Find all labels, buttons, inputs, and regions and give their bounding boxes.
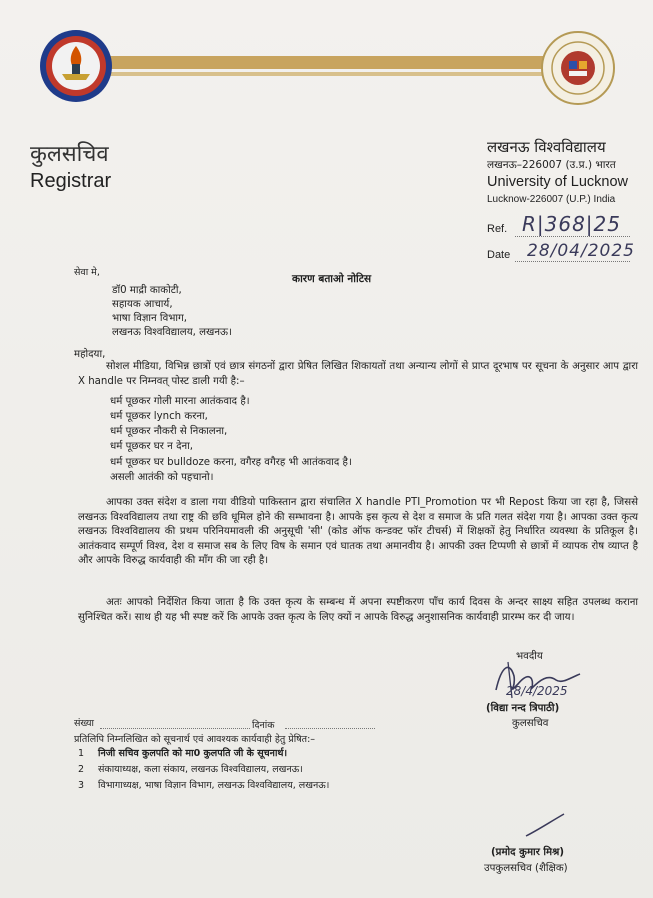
deputy-name: (प्रमोद कुमार मिश्र) — [491, 847, 565, 858]
date-value: 28/04/2025 — [527, 241, 635, 261]
ref-label: Ref. — [487, 223, 508, 235]
header-band — [95, 56, 558, 69]
recipient-line-1: डॉ0 माद्री काकोटी, — [112, 285, 182, 296]
copy-num-3: 3 — [78, 780, 85, 791]
signatory-title: कुलसचिव — [512, 718, 549, 729]
copy-text-1: निजी सचिव कुलपति को मा0 कुलपति जी के सूचनार्थ। — [98, 748, 288, 759]
paragraph-2: आपका उक्त संदेश व डाला गया वीडियो पाकिस्तान द्वारा संचालित X handle PTI_Promotion पर भी Repost किया जा रहा है, जिससे लखनऊ विश्वविद्यालय तथा राष्ट्र की छवि धूमिल होने की सम्भावना है। आपके इस कृत्य से देश व समाज के प्रति गलत संदेश गया है। आपका उक्त कृत्य लखनऊ विश्वविद्यालय की प्रथम परिनियमावली की अनुसूची 'सी' (कोड ऑफ कन्डक्ट फॉर टीचर्स) में शिक्षकों हेतु निर्धारित व्यवस्था के प्रतिकूल है। आतंकवाद सम्पूर्ण विश्व, देश व समाज सब के लिए विष के समान एवं घातक तथा अमानवीय है। आपकी उक्त टिप्पणी से छात्रों में व्यापक रोष व्याप्त है और आपके विरुद्ध कार्यवाही की माँग की जा रही है। — [78, 497, 638, 567]
footer-date-line — [285, 728, 375, 729]
university-logo-right-icon — [540, 30, 616, 106]
signatory-name: (विद्या नन्द त्रिपाठी) — [486, 703, 560, 714]
closing: भवदीय — [516, 651, 543, 662]
university-name-hindi: लखनऊ विश्वविद्यालय — [487, 138, 606, 156]
copy-num-1: 1 — [78, 748, 85, 759]
copy-text-3: विभागाध्यक्ष, भाषा विज्ञान विभाग, लखनऊ विश्वविद्यालय, लखनऊ। — [98, 780, 330, 791]
paragraph-1: सोशल मीडिया, विभिन्न छात्रों एवं छात्र संगठनों द्वारा प्रेषित लिखित शिकायतों तथा अन्यान्य लोगों से प्राप्त दूरभाष पर सूचना के अनुसार आप द्वारा X handle पर निम्नवत् पोस्ट डाली गयी है:– — [78, 361, 638, 387]
notice-title: कारण बताओ नोटिस — [292, 273, 372, 285]
university-logo-left-icon — [38, 28, 114, 104]
copy-num-2: 2 — [78, 764, 85, 775]
registrar-title-english: Registrar — [30, 170, 112, 192]
quote-line-1: धर्म पूछकर गोली मारना आतंकवाद है। — [110, 396, 250, 407]
number-line — [100, 728, 250, 729]
salutation: महोदया, — [74, 349, 106, 360]
paragraph-3: अतः आपको निर्देशित किया जाता है कि उक्त कृत्य के सम्बन्ध में अपना स्पष्टीकरण पाँच कार्य दिवस के अन्दर साक्ष्य सहित उपलब्ध कराना सुनिश्चित करें। साथ ही यह भी स्पष्ट करें कि आपके उक्त कृत्य के लिए क्यों न आपके विरुद्ध अनुशासनिक कार्यवाही प्रारम्भ कर दी जाय। — [78, 597, 638, 623]
quote-line-2: धर्म पूछकर lynch करना, — [110, 411, 208, 422]
address-english: Lucknow-226007 (U.P.) India — [487, 194, 616, 205]
quote-line-3: धर्म पूछकर नौकरी से निकालना, — [110, 426, 228, 437]
address-hindi: लखनऊ–226007 (उ.प्र.) भारत — [487, 159, 616, 171]
copy-text-2: संकायाध्यक्ष, कला संकाय, लखनऊ विश्वविद्यालय, लखनऊ। — [98, 764, 303, 775]
deputy-signature-icon — [520, 810, 570, 840]
date-line — [515, 261, 630, 262]
recipient-line-4: लखनऊ विश्वविद्यालय, लखनऊ। — [112, 327, 232, 338]
copy-intro: प्रतिलिपि निम्नलिखित को सूचनार्थ एवं आवश्यक कार्यवाही हेतु प्रेषित:– — [74, 734, 316, 745]
recipient-line-2: सहायक आचार्य, — [112, 299, 173, 310]
number-label: संख्या — [74, 718, 94, 729]
date-label: Date — [487, 249, 511, 261]
quote-line-6: असली आतंकी को पहचानो। — [110, 472, 214, 483]
ref-value: R|368|25 — [522, 212, 621, 236]
quote-line-4: धर्म पूछकर घर न देना, — [110, 441, 194, 452]
ref-line — [515, 236, 630, 237]
to-label: सेवा मे, — [74, 267, 100, 278]
footer-date-label: दिनांक — [252, 720, 275, 731]
registrar-title-hindi: कुलसचिव — [30, 142, 109, 167]
header-band-thin — [95, 72, 558, 76]
university-name-english: University of Lucknow — [487, 174, 629, 190]
recipient-line-3: भाषा विज्ञान विभाग, — [112, 313, 188, 324]
deputy-title: उपकुलसचिव (शैक्षिक) — [484, 863, 568, 874]
signature-date: 28/4/2025 — [506, 684, 568, 698]
quote-line-5: धर्म पूछकर घर bulldoze करना, वगैरह वगैरह भी आतंकवाद है। — [110, 457, 352, 468]
